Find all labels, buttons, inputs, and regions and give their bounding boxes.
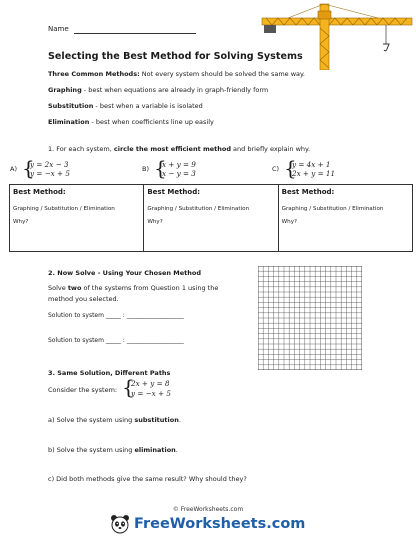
q3-eq1: 2x + y = 8 xyxy=(131,379,170,388)
q3-a-prefix: a) Solve the system using xyxy=(48,416,135,424)
table-row xyxy=(10,185,413,252)
system-b-eq1: x + y = 9 xyxy=(162,160,196,169)
system-c-label: C) xyxy=(272,165,280,173)
name-line[interactable] xyxy=(74,33,196,34)
system-a-eq2: y = −x + 5 xyxy=(30,169,70,178)
cell-options[interactable]: Graphing / Substitution / Elimination xyxy=(13,206,115,212)
solution-line-2[interactable]: Solution to system _____ : ___________________ xyxy=(48,337,184,344)
q3-part-c: c) Did both methods give the same result? Why should they? xyxy=(48,475,247,483)
q3-a-suffix: . xyxy=(178,416,181,424)
substitution-label: Substitution xyxy=(48,102,94,110)
graphing-label: Graphing xyxy=(48,86,82,94)
q3-part-a xyxy=(48,416,181,425)
system-b-brace: { xyxy=(154,156,167,180)
panda-icon xyxy=(110,514,130,534)
footer-brand[interactable]: FreeWorksheets.com xyxy=(134,516,306,532)
methods-intro xyxy=(48,70,368,79)
footer-copyright[interactable]: © FreeWorksheets.com xyxy=(172,506,244,513)
q3-b-bold: elimination xyxy=(134,446,176,454)
q2-instructions-line2: method you selected. xyxy=(48,295,119,303)
methods-label: Three Common Methods: xyxy=(48,70,140,78)
graphing-text: - best when equations are already in graph-friendly form xyxy=(83,86,269,94)
q2-instr-b: of the systems from Question 1 using the xyxy=(81,284,219,292)
system-c-eq1: y = 4x + 1 xyxy=(292,160,331,169)
q2-instr-a: Solve xyxy=(48,284,68,292)
elimination-text: - best when coefficients line up easily xyxy=(91,118,214,126)
q2-instructions xyxy=(48,284,256,293)
graphing-desc xyxy=(48,86,368,95)
q1-suffix: and briefly explain why. xyxy=(230,145,311,153)
cell-title: Best Method: xyxy=(147,188,201,196)
system-a-label: A) xyxy=(10,165,17,173)
q3-brace: { xyxy=(122,375,135,399)
substitution-text: - best when a variable is isolated xyxy=(95,102,203,110)
system-b-eq2: x − y = 3 xyxy=(162,169,196,178)
q2-instr-bold: two xyxy=(67,284,82,292)
q3-b-prefix: b) Solve the system using xyxy=(48,446,135,454)
best-method-cell-b[interactable] xyxy=(144,185,278,252)
q3-consider: Consider the system: xyxy=(48,386,118,394)
cell-options[interactable]: Graphing / Substitution / Elimination xyxy=(147,206,250,212)
page-title: Selecting the Best Method for Solving Systems xyxy=(48,51,303,62)
cell-title: Best Method: xyxy=(13,188,66,196)
q3-heading: 3. Same Solution, Different Paths xyxy=(48,369,171,377)
q1-instructions xyxy=(48,145,378,154)
best-method-table xyxy=(9,184,413,252)
system-c-eq2: 2x + y = 11 xyxy=(292,169,336,178)
substitution-desc xyxy=(48,102,368,111)
solution-line-1[interactable]: Solution to system _____ : ___________________ xyxy=(48,312,184,319)
q3-a-bold: substitution xyxy=(134,416,179,424)
system-a-brace: { xyxy=(22,156,35,180)
q1-prefix: 1. For each system, xyxy=(48,145,114,153)
cell-options[interactable]: Graphing / Substitution / Elimination xyxy=(281,206,384,212)
q3-eq2: y = −x + 5 xyxy=(131,389,171,398)
cell-why: Why? xyxy=(147,219,163,225)
methods-text: Not every system should be solved the same way. xyxy=(141,70,305,78)
q3-part-b xyxy=(48,446,178,455)
elimination-desc xyxy=(48,118,368,127)
q1-bold: circle the most efficient method xyxy=(113,145,231,153)
cell-why: Why? xyxy=(281,219,298,225)
name-label: Name xyxy=(48,25,69,33)
elimination-label: Elimination xyxy=(48,118,90,126)
system-c-brace: { xyxy=(284,156,297,180)
coordinate-grid[interactable] xyxy=(258,266,362,370)
q2-heading: 2. Now Solve - Using Your Chosen Method xyxy=(48,269,202,277)
system-a-eq1: y = 2x − 3 xyxy=(30,160,69,169)
best-method-cell-a[interactable] xyxy=(10,185,144,252)
best-method-cell-c[interactable] xyxy=(278,185,412,252)
q3-b-suffix: . xyxy=(175,446,178,454)
cell-why: Why? xyxy=(13,219,29,225)
cell-title: Best Method: xyxy=(281,188,335,196)
system-b-label: B) xyxy=(142,165,149,173)
